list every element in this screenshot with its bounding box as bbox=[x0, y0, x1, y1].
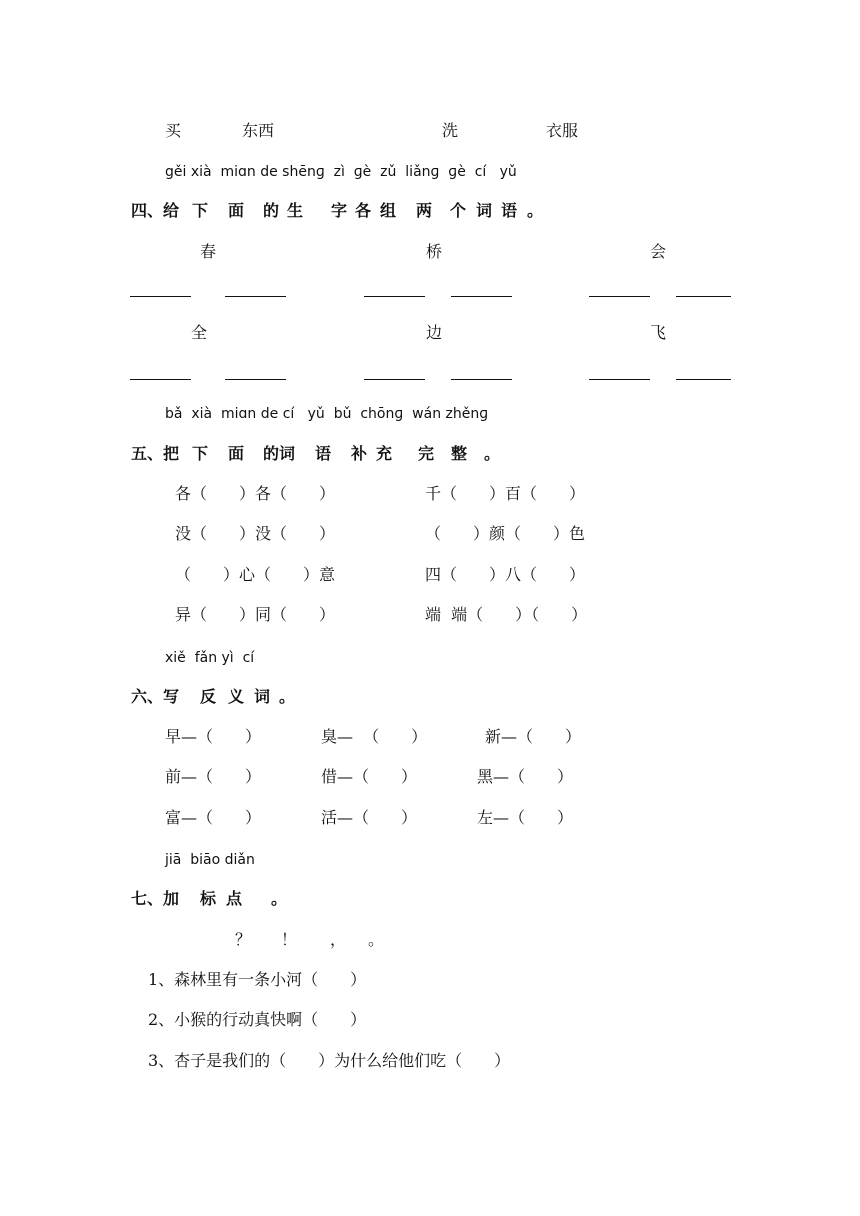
antonym-item: 前—（ ） bbox=[165, 767, 262, 786]
fill-item: （ ）颜（ ）色 bbox=[425, 524, 586, 543]
question-1: 1、森林里有一条小河（ ） bbox=[148, 970, 367, 989]
fill-item: 没（ ）没（ ） bbox=[175, 524, 336, 543]
question-2: 2、小猴的行动真快啊（ ） bbox=[148, 1010, 367, 1029]
antonym-item: 活—（ ） bbox=[321, 808, 418, 827]
antonym-item: 早—（ ） bbox=[165, 727, 262, 746]
answer-blank[interactable] bbox=[451, 379, 512, 380]
answer-blank[interactable] bbox=[676, 379, 731, 380]
antonym-item: 借—（ ） bbox=[321, 767, 418, 786]
answer-blank[interactable] bbox=[225, 296, 286, 297]
char-hui: 会 bbox=[650, 242, 667, 261]
answer-blank[interactable] bbox=[676, 296, 731, 297]
char-bian: 边 bbox=[426, 323, 443, 342]
answer-blank[interactable] bbox=[589, 379, 650, 380]
answer-blank[interactable] bbox=[364, 379, 425, 380]
word-mai: 买 bbox=[165, 121, 182, 140]
char-qiao: 桥 bbox=[426, 242, 443, 261]
answer-blank[interactable] bbox=[589, 296, 650, 297]
fill-item: 千（ ）百（ ） bbox=[425, 484, 586, 503]
answer-blank[interactable] bbox=[130, 379, 191, 380]
fill-item: 异（ ）同（ ） bbox=[175, 605, 336, 624]
sec7-pinyin: jiā biāo diǎn bbox=[165, 852, 255, 868]
sec5-pinyin: bǎ xià miɑn de cí yǔ bǔ chōnɡ wán zhěnɡ bbox=[165, 406, 489, 422]
antonym-item: 臭— （ ） bbox=[321, 727, 428, 746]
word-yifu: 衣服 bbox=[546, 121, 579, 140]
antonym-item: 富—（ ） bbox=[165, 808, 262, 827]
word-xi: 洗 bbox=[442, 121, 459, 140]
period-mark: 。 bbox=[368, 930, 385, 949]
comma-mark: ， bbox=[330, 930, 347, 949]
answer-blank[interactable] bbox=[225, 379, 286, 380]
fill-item: 四（ ）八（ ） bbox=[425, 565, 586, 584]
char-chun: 春 bbox=[200, 242, 217, 261]
question-mark: ？ bbox=[235, 930, 252, 949]
antonym-item: 黑—（ ） bbox=[477, 767, 574, 786]
exclamation-mark: ！ bbox=[281, 930, 298, 949]
sec4-pinyin: gěi xià miɑn de shēnɡ zì ɡè zǔ liǎnɡ ɡè cí yǔ bbox=[165, 164, 517, 180]
fill-item: 各（ ）各（ ） bbox=[175, 484, 336, 503]
antonym-item: 左—（ ） bbox=[477, 808, 574, 827]
antonym-item: 新—（ ） bbox=[485, 727, 582, 746]
answer-blank[interactable] bbox=[130, 296, 191, 297]
fill-item: （ ）心（ ）意 bbox=[175, 565, 336, 584]
question-3: 3、杏子是我们的（ ）为什么给他们吃（ ） bbox=[148, 1051, 511, 1070]
fill-item: 端 端（ ）（ ） bbox=[425, 605, 588, 624]
char-quan: 全 bbox=[191, 323, 208, 342]
answer-blank[interactable] bbox=[451, 296, 512, 297]
sec6-pinyin: xiě fǎn yì cí bbox=[165, 650, 255, 666]
char-fei: 飞 bbox=[650, 323, 667, 342]
answer-blank[interactable] bbox=[364, 296, 425, 297]
word-dongxi: 东西 bbox=[242, 121, 275, 140]
